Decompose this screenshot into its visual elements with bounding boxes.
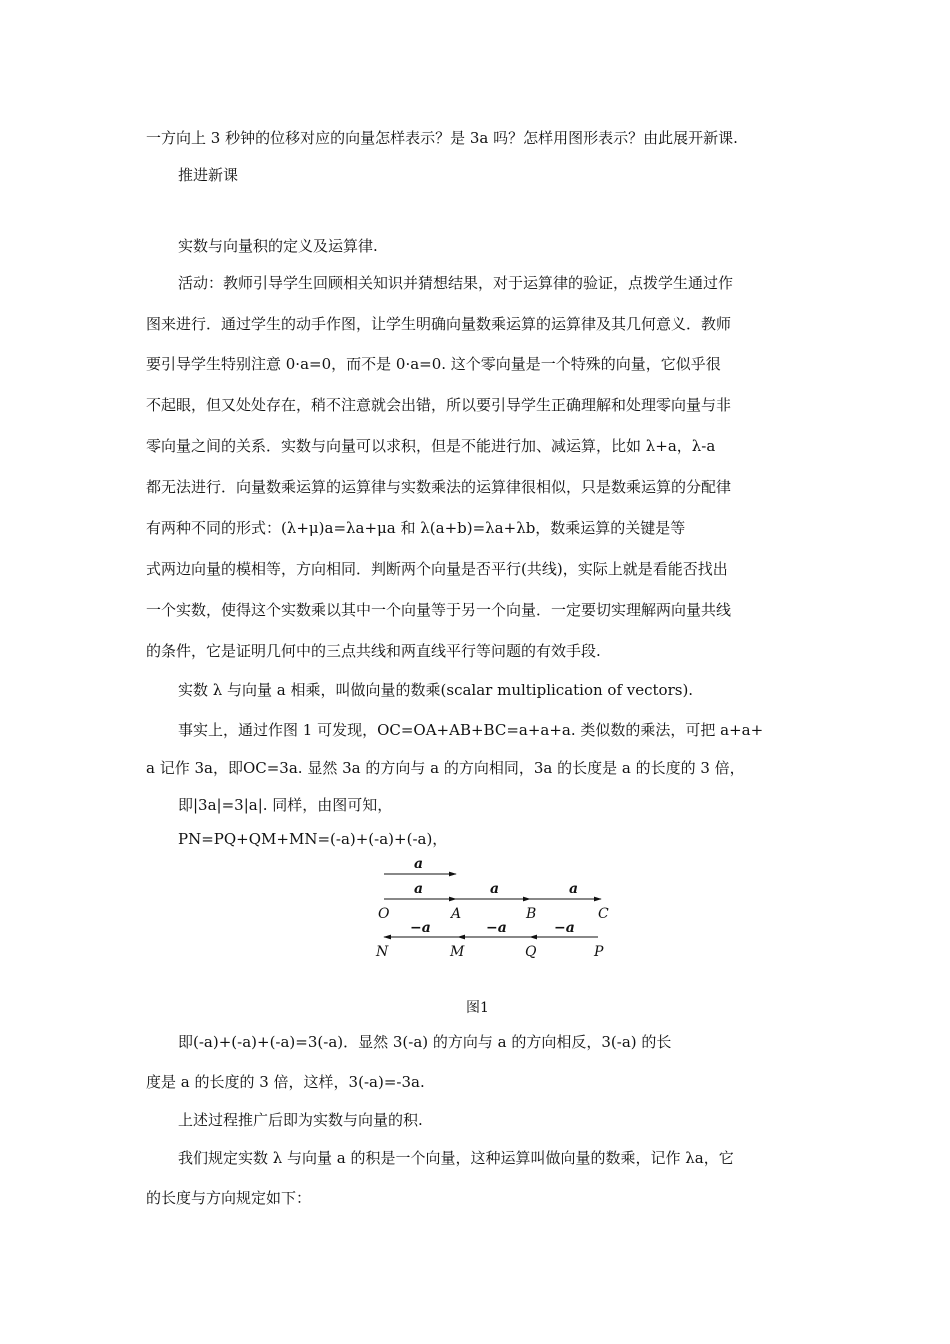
- vector-label: a: [414, 881, 424, 897]
- section-heading: 推进新课: [178, 166, 239, 184]
- text-line: 不起眼，但又处处存在，稍不注意就会出错，所以要引导学生正确理解和处理零向量与非: [146, 396, 732, 414]
- text-line: 活动：教师引导学生回顾相关知识并猜想结果，对于运算律的验证，点拨学生通过作: [178, 274, 734, 292]
- vector-label: −a: [554, 920, 575, 936]
- text-line: 都无法进行．向量数乘运算的运算律与实数乘法的运算律很相似，只是数乘运算的分配律: [146, 478, 732, 496]
- vector-label: −a: [486, 920, 507, 936]
- text-line: 即(-a)+(-a)+(-a)=3(-a)．显然 3(-a) 的方向与 a 的方向相反，3(-a) 的长: [178, 1033, 672, 1051]
- point-label: Q: [525, 944, 537, 960]
- point-label: C: [598, 906, 609, 922]
- point-label: M: [450, 944, 465, 960]
- point-label: N: [376, 944, 389, 960]
- text-line: 要引导学生特别注意 0·a=0，而不是 0·a=0. 这个零向量是一个特殊的向量，它似乎很: [146, 355, 721, 373]
- vector-label: a: [414, 856, 424, 872]
- vector-label: a: [569, 881, 579, 897]
- text-line: 事实上，通过作图 1 可发现，OC=OA+AB+BC=a+a+a. 类似数的乘法，可把 a+a+: [178, 721, 764, 739]
- text-line: 即|3a|=3|a|. 同样，由图可知，: [178, 796, 393, 814]
- text-line: 我们规定实数 λ 与向量 a 的积是一个向量，这种运算叫做向量的数乘，记作 λa，它: [178, 1149, 734, 1167]
- topic-heading: 实数与向量积的定义及运算律.: [178, 237, 378, 255]
- vector-figure: [370, 852, 620, 968]
- text-line: 上述过程推广后即为实数与向量的积.: [178, 1111, 423, 1129]
- vector-label: a: [490, 881, 500, 897]
- text-line: a 记作 3a，即OC=3a. 显然 3a 的方向与 a 的方向相同，3a 的长度是 a 的长度的 3 倍，: [146, 759, 745, 777]
- text-line: 式两边向量的模相等，方向相同．判断两个向量是否平行(共线)，实际上就是看能否找出: [146, 560, 728, 578]
- text-line: 度是 a 的长度的 3 倍，这样，3(-a)=-3a.: [146, 1073, 425, 1091]
- text-line: 有两种不同的形式：(λ+μ)a=λa+μa 和 λ(a+b)=λa+λb，数乘运算的关键是等: [146, 519, 686, 537]
- vector-label: −a: [410, 920, 431, 936]
- text-line: 图来进行．通过学生的动手作图，让学生明确向量数乘运算的运算律及其几何意义．教师: [146, 315, 732, 333]
- text-line: 实数 λ 与向量 a 相乘，叫做向量的数乘(scalar multiplication of vectors).: [178, 681, 694, 699]
- point-label: O: [378, 906, 390, 922]
- point-label: B: [526, 906, 537, 922]
- text-line: 零向量之间的关系．实数与向量可以求积，但是不能进行加、减运算，比如 λ+a，λ-a: [146, 437, 716, 455]
- text-line: 一个实数，使得这个实数乘以其中一个向量等于另一个向量．一定要切实理解两向量共线: [146, 601, 732, 619]
- point-label: A: [451, 906, 462, 922]
- text-line: 的条件，它是证明几何中的三点共线和两直线平行等问题的有效手段.: [146, 642, 601, 660]
- text-line: PN=PQ+QM+MN=(-a)+(-a)+(-a)，: [178, 830, 448, 848]
- text-line: 的长度与方向规定如下：: [146, 1189, 312, 1207]
- figure-caption: 图1: [466, 1000, 489, 1016]
- text-line: 一方向上 3 秒钟的位移对应的向量怎样表示？是 3a 吗？怎样用图形表示？由此展开新课.: [146, 129, 738, 147]
- point-label: P: [594, 944, 604, 960]
